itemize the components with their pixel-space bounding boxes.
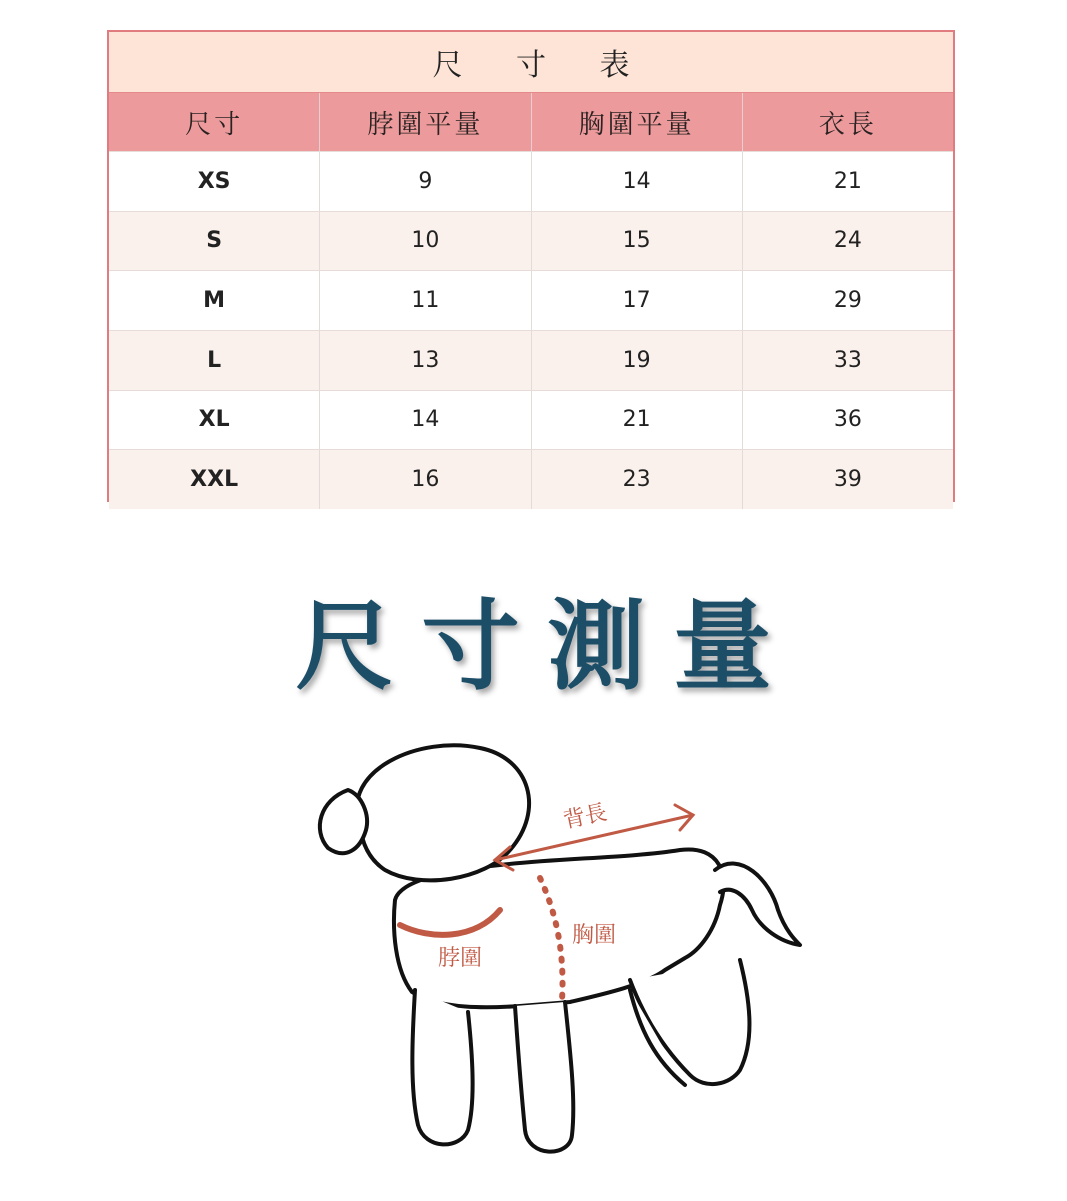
cell-length: 36 bbox=[833, 407, 862, 433]
header-size: 尺寸 bbox=[109, 93, 320, 151]
cell-neck: 14 bbox=[320, 391, 531, 450]
header-neck: 脖圍平量 bbox=[320, 93, 531, 151]
cell-chest: 23 bbox=[532, 450, 743, 509]
table-title: 尺 寸 表 bbox=[109, 32, 953, 92]
dog-ear bbox=[320, 790, 367, 853]
back-length-label: 背長 bbox=[561, 800, 610, 834]
cell-neck: 11 bbox=[320, 271, 531, 330]
cell-neck: 9 bbox=[320, 152, 531, 211]
cell-size: XL bbox=[109, 391, 320, 450]
table-row bbox=[109, 449, 953, 509]
cell-length: 29 bbox=[833, 288, 862, 314]
cell-length: 33 bbox=[833, 347, 862, 373]
dog-tail bbox=[715, 864, 800, 945]
size-table bbox=[107, 30, 955, 502]
table-row bbox=[109, 270, 953, 330]
cell-chest: 14 bbox=[532, 152, 743, 211]
cell-chest: 15 bbox=[532, 212, 743, 271]
cell-size: S bbox=[109, 212, 320, 271]
header-chest: 胸圍平量 bbox=[532, 93, 743, 151]
cell-size: M bbox=[109, 271, 320, 330]
cell-size: XS bbox=[109, 152, 320, 211]
cell-neck: 16 bbox=[320, 450, 531, 509]
table-row bbox=[109, 390, 953, 450]
cell-size: XXL bbox=[109, 450, 320, 509]
table-row bbox=[109, 151, 953, 211]
dog-front-leg bbox=[412, 990, 472, 1144]
dog-head bbox=[357, 745, 529, 880]
cell-chest: 19 bbox=[532, 331, 743, 390]
table-row bbox=[109, 211, 953, 271]
table-row bbox=[109, 330, 953, 390]
cell-neck: 10 bbox=[320, 212, 531, 271]
cell-size: L bbox=[109, 331, 320, 390]
cell-length: 24 bbox=[833, 228, 862, 254]
dog-measurement-diagram bbox=[300, 730, 820, 1170]
cell-chest: 21 bbox=[532, 391, 743, 450]
dog-front-leg-2 bbox=[515, 1002, 573, 1152]
chest-label: 胸圍 bbox=[572, 923, 617, 948]
measurement-heading: 尺寸測量 bbox=[295, 590, 800, 704]
cell-length: 39 bbox=[833, 467, 862, 493]
cell-chest: 17 bbox=[532, 271, 743, 330]
neck-label: 脖圍 bbox=[438, 946, 483, 971]
dog-illustration bbox=[300, 730, 820, 1170]
cell-length: 21 bbox=[833, 168, 862, 194]
header-length: 衣長 bbox=[818, 109, 877, 140]
cell-neck: 13 bbox=[320, 331, 531, 390]
table-header-row bbox=[109, 92, 953, 151]
